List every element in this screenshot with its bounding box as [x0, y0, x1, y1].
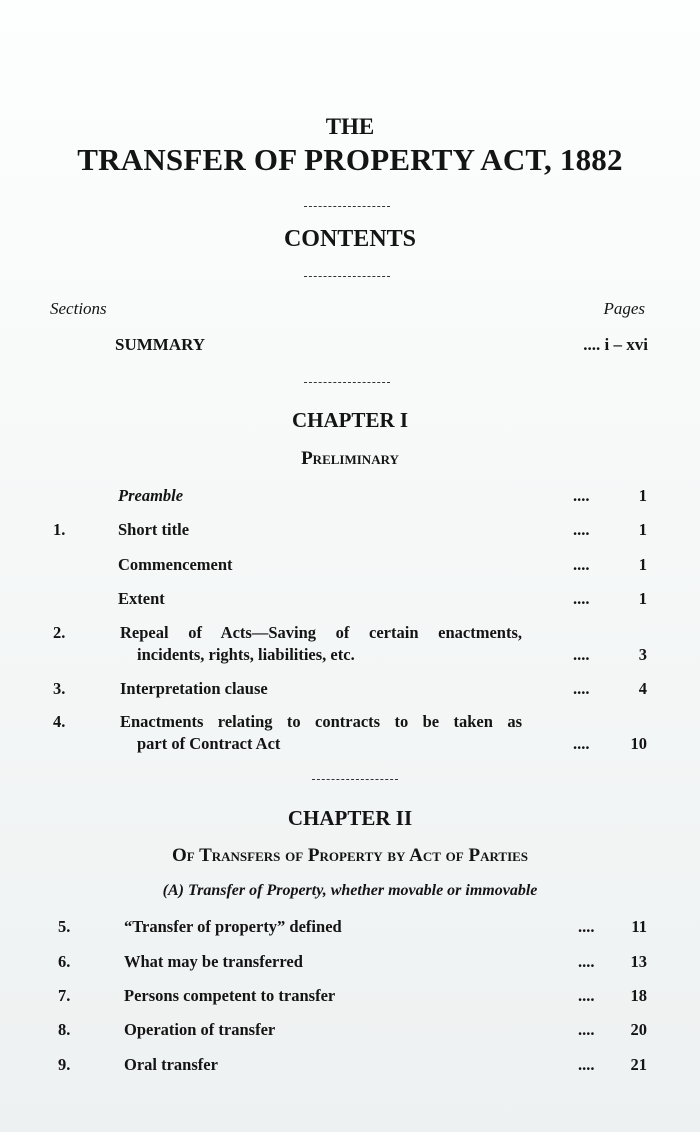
- page-number: 1: [638, 589, 647, 608]
- section-number: 6.: [58, 952, 71, 971]
- page-number: 4: [638, 679, 647, 698]
- title-article: THE: [325, 114, 375, 139]
- leader-dots: ....: [573, 486, 590, 505]
- divider: [304, 382, 390, 383]
- leader-dots: ....: [578, 952, 595, 971]
- section-number: 2.: [53, 623, 66, 642]
- leader-dots: ....: [573, 645, 590, 664]
- page-number: 1: [638, 520, 647, 539]
- page-number: 1: [638, 555, 647, 574]
- section-number: 1.: [53, 520, 66, 539]
- leader-dots: ....: [578, 917, 595, 936]
- divider: [312, 779, 398, 780]
- section-title: Interpretation clause: [120, 679, 268, 698]
- section-title: Commencement: [118, 555, 233, 574]
- section-title: What may be transferred: [124, 952, 303, 971]
- section-number: 9.: [58, 1055, 71, 1074]
- leader-dots: ....: [573, 589, 590, 608]
- section-title-continued: part of Contract Act: [137, 734, 281, 753]
- page-number: 3: [638, 645, 647, 664]
- chapter-2-subheading: Of Transfers of Property by Act of Parties: [171, 845, 529, 866]
- divider: [304, 206, 390, 207]
- section-title: Short title: [118, 520, 190, 539]
- leader-dots: ....: [573, 555, 590, 574]
- section-title: Preamble: [118, 486, 184, 505]
- pages-column-header: Pages: [603, 299, 645, 318]
- page-number: 1: [638, 486, 647, 505]
- divider: [304, 276, 390, 277]
- page-number: 21: [630, 1055, 647, 1074]
- section-title-continued: incidents, rights, liabilities, etc.: [137, 645, 355, 664]
- leader-dots: ....: [578, 1020, 595, 1039]
- summary-pages: .... i – xvi: [583, 335, 648, 354]
- section-title: “Transfer of property” defined: [124, 917, 342, 936]
- section-title: Persons competent to transfer: [124, 986, 336, 1005]
- summary-label: SUMMARY: [115, 335, 206, 354]
- contents-heading: CONTENTS: [283, 226, 417, 252]
- leader-dots: ....: [573, 734, 590, 753]
- page-title: TRANSFER OF PROPERTY ACT, 1882: [77, 142, 623, 177]
- chapter-1-subheading: Preliminary: [301, 448, 399, 469]
- page-number: 20: [630, 1020, 647, 1039]
- section-number: 5.: [58, 917, 71, 936]
- section-number: 4.: [53, 712, 66, 731]
- page-number: 18: [630, 986, 647, 1005]
- section-title: Enactments relating to contracts to be taken as: [120, 712, 522, 731]
- sections-column-header: Sections: [50, 299, 107, 318]
- section-title: Oral transfer: [124, 1055, 218, 1074]
- page-number: 13: [630, 952, 647, 971]
- section-number: 7.: [58, 986, 71, 1005]
- part-a-heading: (A) Transfer of Property, whether movable or immovable: [162, 882, 538, 899]
- leader-dots: ....: [573, 520, 590, 539]
- section-number: 8.: [58, 1020, 71, 1039]
- leader-dots: ....: [578, 1055, 595, 1074]
- chapter-1-heading: CHAPTER I: [291, 408, 409, 432]
- page-number: 11: [631, 917, 647, 936]
- chapter-2-heading: CHAPTER II: [287, 806, 413, 830]
- leader-dots: ....: [578, 986, 595, 1005]
- leader-dots: ....: [573, 679, 590, 698]
- section-number: 3.: [53, 679, 66, 698]
- section-title: Operation of transfer: [124, 1020, 276, 1039]
- section-title: Repeal of Acts—Saving of certain enactments,: [120, 623, 522, 642]
- section-title: Extent: [118, 589, 165, 608]
- page-number: 10: [630, 734, 647, 753]
